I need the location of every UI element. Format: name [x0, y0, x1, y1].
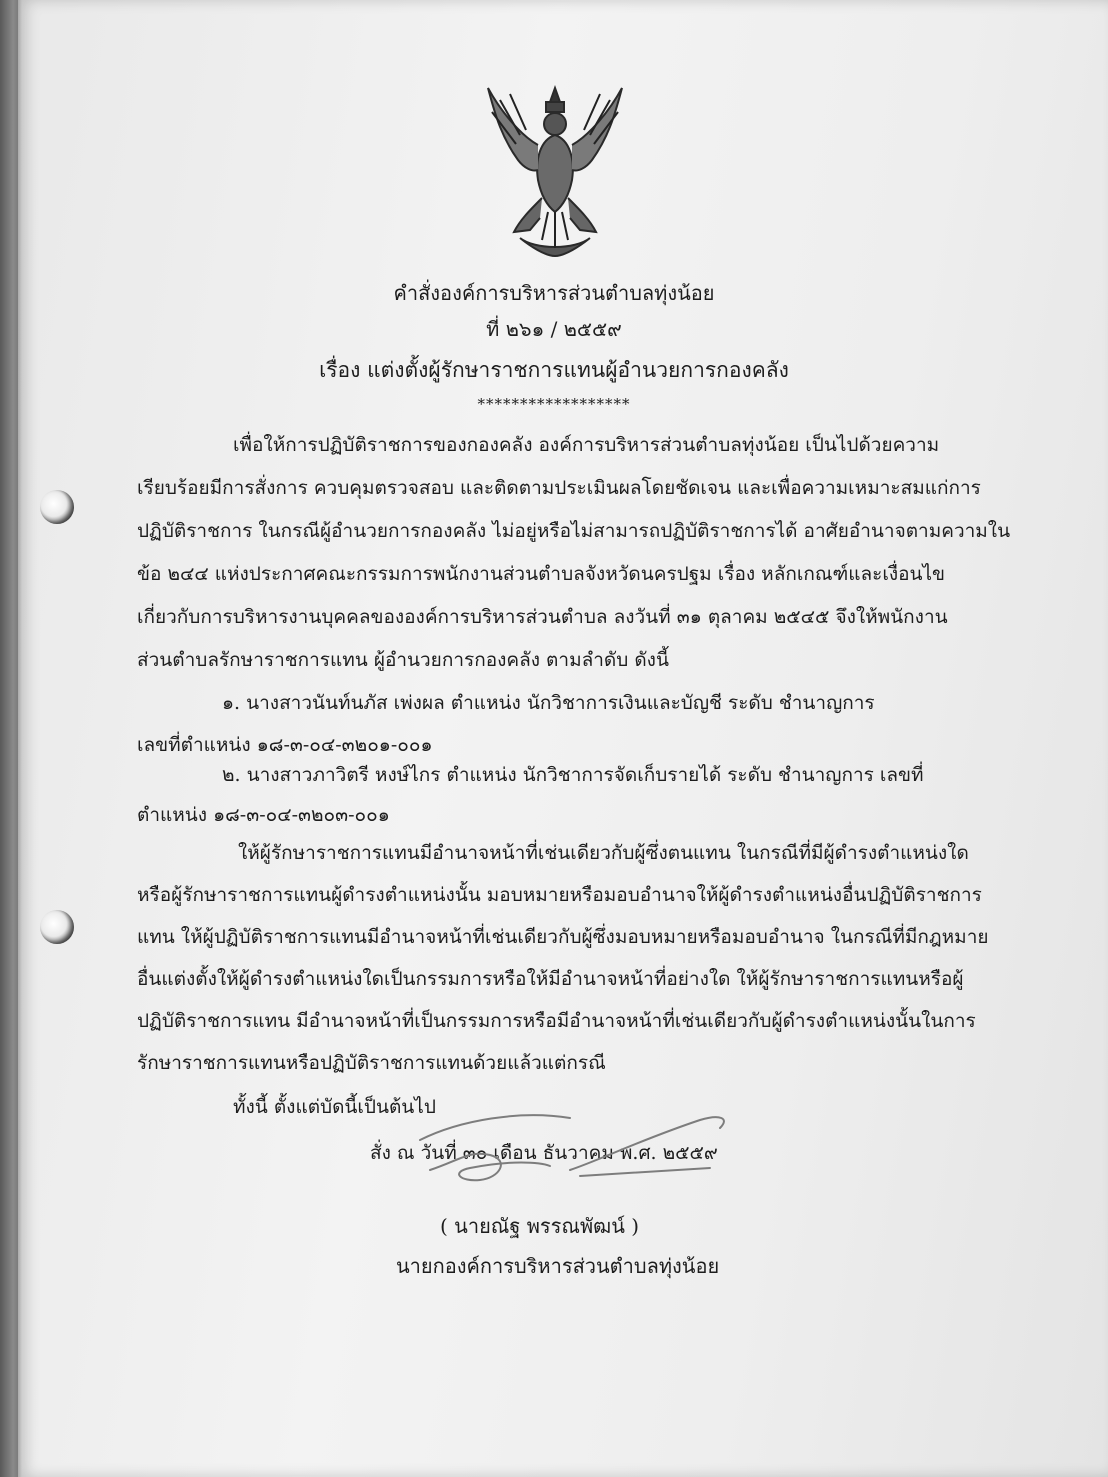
- appointee2-line2: ตำแหน่ง ๑๘-๓-๐๔-๓๒๐๓-๐๐๑: [137, 804, 390, 826]
- appointee2-line1: ๒. นางสาวภาวิตรี หงษ์ไกร ตำแหน่ง นักวิชาการจัดเก็บรายได้ ระดับ ชำนาญการ เลขที่: [222, 764, 924, 786]
- signature-mark: [400, 1100, 740, 1190]
- order-number: ที่ ๒๖๑ / ๒๕๕๙: [486, 317, 622, 341]
- page-edge-shadow: [0, 0, 22, 1477]
- paragraph2-line1: ให้ผู้รักษาราชการแทนมีอำนาจหน้าที่เช่นเดียวกับผู้ซึ่งตนแทน ในกรณีที่มีผู้ดำรงตำแหน่งใด: [238, 842, 969, 864]
- separator-stars: ******************: [477, 395, 631, 413]
- paragraph2-line2: หรือผู้รักษาราชการแทนผู้ดำรงตำแหน่งนั้น มอบหมายหรือมอบอำนาจให้ผู้ดำรงตำแหน่งอื่นปฏิบัติราชการ: [137, 884, 982, 906]
- punch-hole-top: [40, 490, 74, 524]
- paragraph2-line3: แทน ให้ผู้ปฏิบัติราชการแทนมีอำนาจหน้าที่เช่นเดียวกับผู้ซึ่งมอบหมายหรือมอบอำนาจ ในกรณีที่มีกฎหมาย: [137, 926, 989, 948]
- paragraph1-line6: ส่วนตำบลรักษาราชการแทน ผู้อำนวยการกองคลัง ตามลำดับ ดังนี้: [137, 649, 669, 671]
- paragraph1-line1: เพื่อให้การปฏิบัติราชการของกองคลัง องค์การบริหารส่วนตำบลทุ่งน้อย เป็นไปด้วยความ: [233, 434, 940, 456]
- punch-hole-bottom: [40, 910, 74, 944]
- signer-position: นายกองค์การบริหารส่วนตำบลทุ่งน้อย: [396, 1254, 720, 1278]
- order-title: คำสั่งองค์การบริหารส่วนตำบลทุ่งน้อย: [393, 281, 715, 305]
- paragraph1-line5: เกี่ยวกับการบริหารงานบุคคลขององค์การบริหารส่วนตำบล ลงวันที่ ๓๑ ตุลาคม ๒๕๔๕ จึงให้พนักงาน: [137, 606, 948, 628]
- paragraph1-line4: ข้อ ๒๔๔ แห่งประกาศคณะกรรมการพนักงานส่วนตำบลจังหวัดนครปฐม เรื่อง หลักเกณฑ์และเงื่อนไข: [137, 563, 946, 585]
- garuda-emblem-icon: [480, 80, 630, 260]
- paragraph1-line2: เรียบร้อยมีการสั่งการ ควบคุมตรวจสอบ และติดตามประเมินผลโดยชัดเจน และเพื่อความเหมาะสมแก่การ: [137, 477, 981, 499]
- paragraph1-line3: ปฏิบัติราชการ ในกรณีผู้อำนวยการกองคลัง ไม่อยู่หรือไม่สามารถปฏิบัติราชการได้ อาศัยอำนาจตามความใน: [137, 520, 1011, 542]
- signer-name: ( นายณัฐ พรรณพัฒน์ ): [440, 1214, 640, 1238]
- appointee1-line1: ๑. นางสาวนันท์นภัส เพ่งผล ตำแหน่ง นักวิชาการเงินและบัญชี ระดับ ชำนาญการ: [222, 692, 875, 714]
- paragraph2-line6: รักษาราชการแทนหรือปฏิบัติราชการแทนด้วยแล้วแต่กรณี: [137, 1052, 606, 1074]
- order-subject: เรื่อง แต่งตั้งผู้รักษาราชการแทนผู้อำนวยการกองคลัง: [319, 358, 789, 382]
- appointee1-line2: เลขที่ตำแหน่ง ๑๘-๓-๐๔-๓๒๐๑-๐๐๑: [137, 734, 433, 756]
- order-date: สั่ง ณ วันที่ ๓๐ เดือน ธันวาคม พ.ศ. ๒๕๕๙: [370, 1142, 718, 1164]
- paragraph2-line4: อื่นแต่งตั้งให้ผู้ดำรงตำแหน่งใดเป็นกรรมการหรือให้มีอำนาจหน้าที่อย่างใด ให้ผู้รักษาราชการแทนหรือผู้: [137, 968, 964, 990]
- paragraph2-line5: ปฏิบัติราชการแทน มีอำนาจหน้าที่เป็นกรรมการหรือมีอำนาจหน้าที่เช่นเดียวกับผู้ดำรงตำแหน่งนั้นในการ: [137, 1010, 976, 1032]
- effective-statement: ทั้งนี้ ตั้งแต่บัดนี้เป็นต้นไป: [233, 1096, 436, 1118]
